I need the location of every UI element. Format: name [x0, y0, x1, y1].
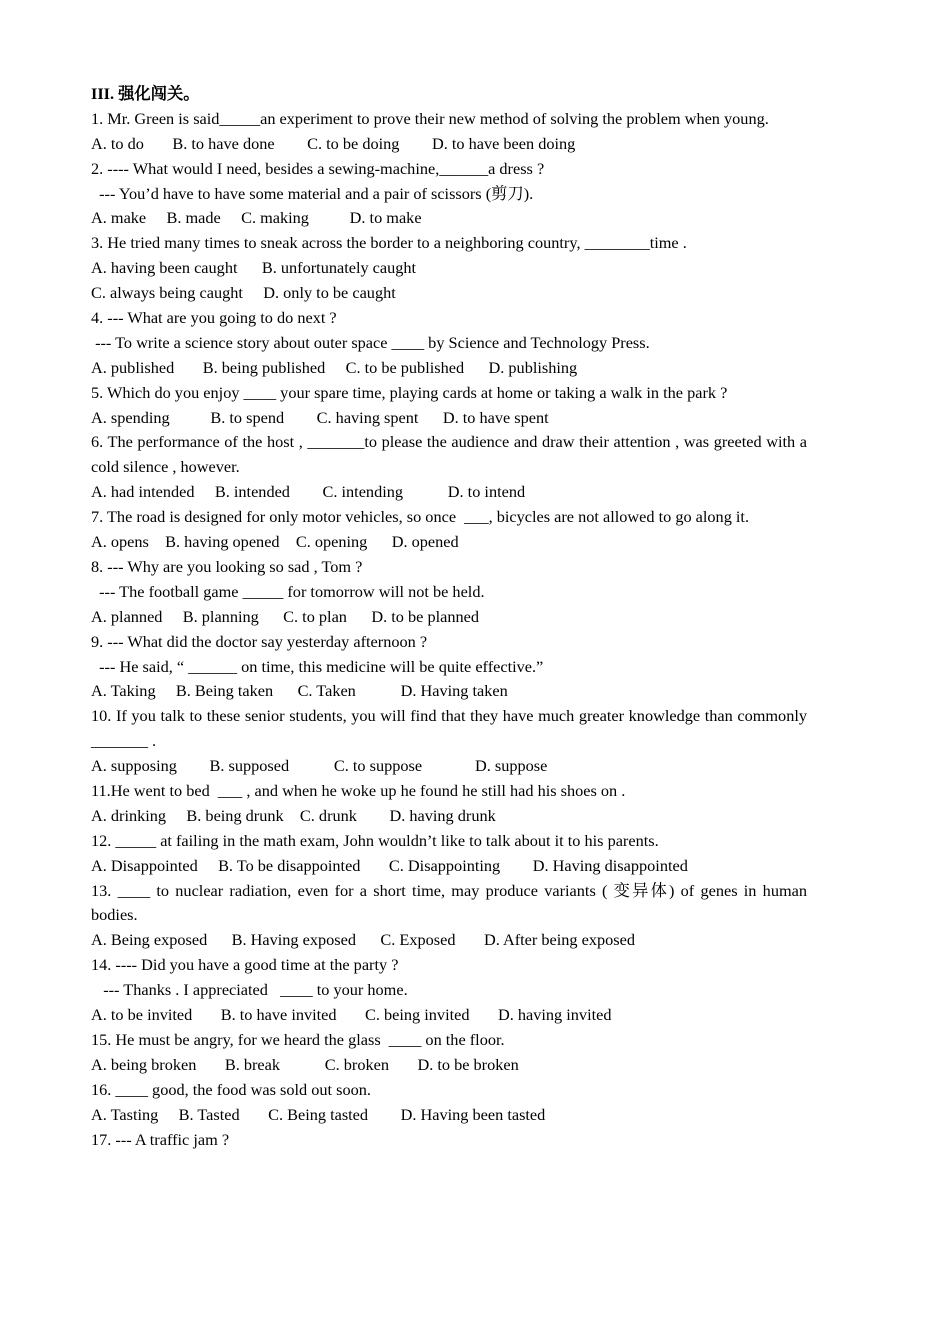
answer-options-line: C. always being caught D. only to be caught [91, 283, 396, 303]
answer-options-line: A. Disappointed B. To be disappointed C. Disappointing D. Having disappointed [91, 855, 688, 875]
answer-options-line: A. Taking B. Being taken C. Taken D. Having taken [91, 681, 508, 701]
answer-options-line: A. planned B. planning C. to plan D. to be planned [91, 606, 479, 626]
answer-options-line: A. having been caught B. unfortunately caught [91, 258, 417, 278]
answer-options-line: A. spending B. to spend C. having spent D. to have spent [91, 407, 549, 427]
question-line: 5. Which do you enjoy ____ your spare time, playing cards at home or taking a walk in the park ? [91, 382, 728, 402]
question-line: 15. He must be angry, for we heard the glass ____ on the floor. [91, 1029, 505, 1049]
question-line: 1. Mr. Green is said_____an experiment to prove their new method of solving the problem when young. [91, 108, 769, 128]
question-line: --- You’d have to have some material and a pair of scissors (剪刀). [91, 183, 534, 203]
question-list [91, 107, 807, 1153]
question-line: 3. He tried many times to sneak across the border to a neighboring country, ________time . [91, 233, 687, 253]
answer-options-line: A. drinking B. being drunk C. drunk D. having drunk [91, 805, 496, 825]
question-line: 8. --- Why are you looking so sad , Tom ? [91, 556, 363, 576]
section-title: III. 强化闯关。 [91, 84, 200, 103]
question-line: --- The football game _____ for tomorrow will not be held. [91, 581, 485, 601]
question-line: --- Thanks . I appreciated ____ to your home. [91, 980, 408, 1000]
question-line: 9. --- What did the doctor say yesterday afternoon ? [91, 631, 428, 651]
answer-options-line: A. make B. made C. making D. to make [91, 208, 422, 228]
answer-options-line: A. supposing B. supposed C. to suppose D. suppose [91, 756, 548, 776]
question-line: 7. The road is designed for only motor vehicles, so once ___, bicycles are not allowed to go along it. [91, 507, 750, 527]
question-line: 12. _____ at failing in the math exam, John wouldn’t like to talk about it to his parents. [91, 830, 659, 850]
answer-options-line: A. Tasting B. Tasted C. Being tasted D. Having been tasted [91, 1104, 546, 1124]
answer-options-line: A. opens B. having opened C. opening D. opened [91, 532, 459, 552]
question-line: 2. ---- What would I need, besides a sewing-machine,______a dress ? [91, 158, 545, 178]
question-line: 6. The performance of the host , _______to please the audience and draw their attention , was greeted with a cold silence , however. [91, 432, 807, 477]
answer-options-line: A. to be invited B. to have invited C. being invited D. having invited [91, 1005, 612, 1025]
document-page [91, 82, 807, 1152]
answer-options-line: A. being broken B. break C. broken D. to be broken [91, 1054, 519, 1074]
answer-options-line: A. to do B. to have done C. to be doing D. to have been doing [91, 133, 576, 153]
question-line: --- To write a science story about outer space ____ by Science and Technology Press. [91, 332, 650, 352]
question-line: 10. If you talk to these senior students, you will find that they have much greater knowledge than commonly _______ . [91, 706, 807, 751]
answer-options-line: A. had intended B. intended C. intending D. to intend [91, 482, 526, 502]
question-line: 14. ---- Did you have a good time at the party ? [91, 955, 399, 975]
answer-options-line: A. Being exposed B. Having exposed C. Exposed D. After being exposed [91, 930, 635, 950]
question-line: 13. ____ to nuclear radiation, even for a short time, may produce variants ( 变异体) of genes in human bodies. [91, 880, 807, 925]
answer-options-line: A. published B. being published C. to be published D. publishing [91, 357, 578, 377]
question-line: 17. --- A traffic jam ? [91, 1129, 230, 1149]
question-line: --- He said, “ ______ on time, this medicine will be quite effective.” [91, 656, 544, 676]
question-line: 11.He went to bed ___ , and when he woke up he found he still had his shoes on . [91, 781, 626, 800]
question-line: 16. ____ good, the food was sold out soon. [91, 1079, 371, 1099]
question-line: 4. --- What are you going to do next ? [91, 308, 337, 328]
